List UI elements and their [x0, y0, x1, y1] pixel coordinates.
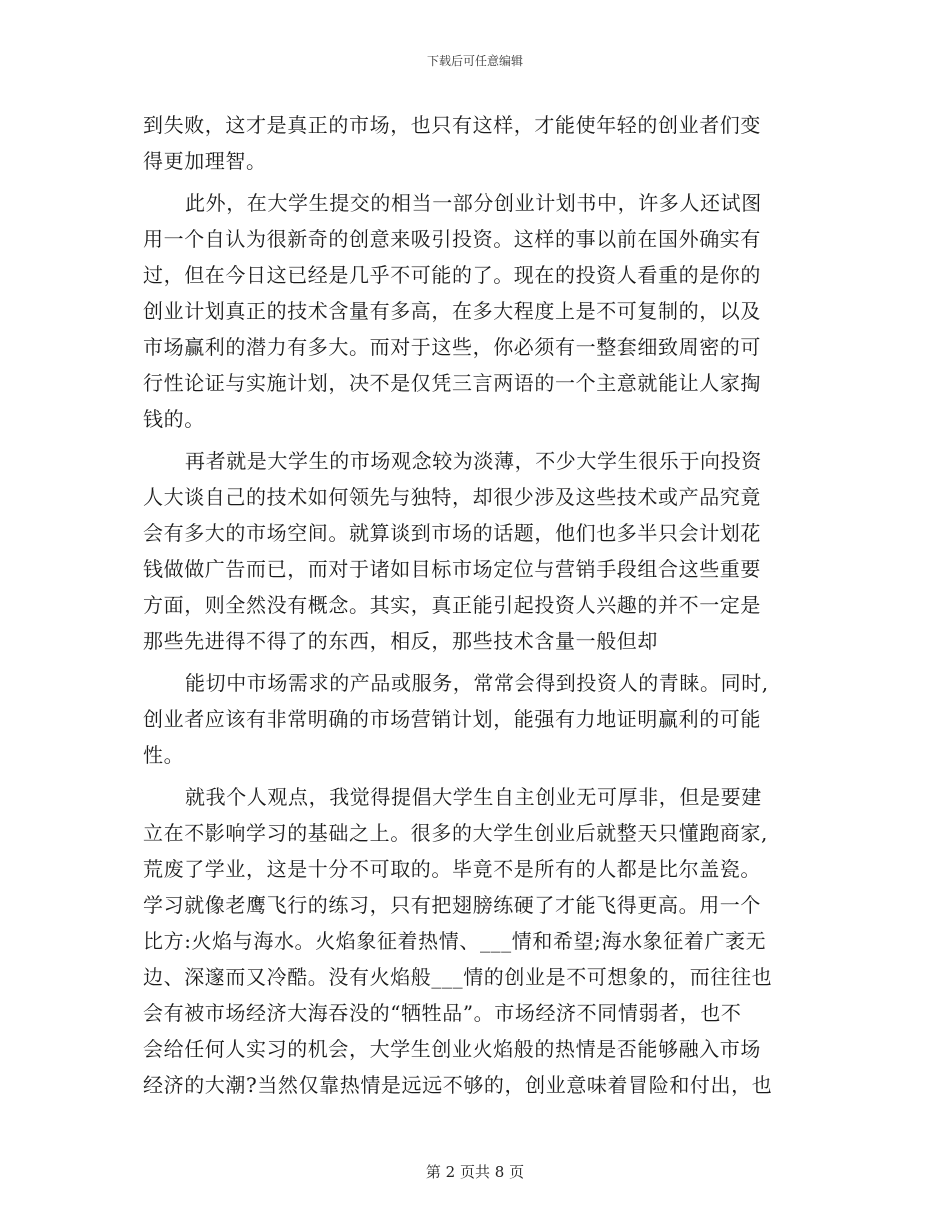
text-line: 会给任何人实习的机会，大学生创业火焰般的热情是否能够融入市场	[143, 1037, 761, 1061]
text-line: 会有多大的市场空间。就算谈到市场的话题，他们也多半只会计划花	[143, 521, 761, 545]
paragraph-start-line: 此外，在大学生提交的相当一部分创业计划书中，许多人还试图	[185, 191, 762, 215]
document-body	[143, 107, 808, 1103]
text-line: 用一个自认为很新奇的创意来吸引投资。这样的事以前在国外确实有	[143, 227, 761, 251]
text-line: 学习就像老鹰飞行的练习，只有把翅膀练硬了才能飞得更高。用一个	[143, 893, 761, 917]
text-line: 创业计划真正的技术含量有多高，在多大程度上是不可复制的，以及	[143, 299, 761, 323]
text-line: 钱做做广告而已，而对于诸如目标市场定位与营销手段组合这些重要	[143, 557, 761, 581]
text-line: 方面，则全然没有概念。其实，真正能引起投资人兴趣的并不一定是	[143, 593, 761, 617]
text-line: 经济的大潮?当然仅靠热情是远远不够的，创业意味着冒险和付出，也	[143, 1073, 773, 1097]
text-line: 会有被市场经济大海吞没的“牺牲品”。市场经济不同情弱者，也不	[143, 1001, 742, 1025]
paragraph-start-line: 再者就是大学生的市场观念较为淡薄，不少大学生很乐于向投资	[185, 449, 762, 473]
text-line: 边、深邃而又冷酷。没有火焰般___情的创业是不可想象的，而往往也	[143, 965, 773, 989]
text-line: 立在不影响学习的基础之上。很多的大学生创业后就整天只懂跑商家,	[143, 821, 768, 845]
text-line: 创业者应该有非常明确的市场营销计划，能强有力地证明赢利的可能	[143, 707, 761, 731]
text-line: 得更加理智。	[143, 149, 267, 173]
text-line: 市场赢利的潜力有多大。而对于这些，你必须有一整套细致周密的可	[143, 335, 761, 359]
text-line: 到失败，这才是真正的市场，也只有这样，才能使年轻的创业者们变	[143, 113, 761, 137]
text-line: 人大谈自己的技术如何领先与独特，却很少涉及这些技术或产品究竟	[143, 485, 761, 509]
page-header: 下载后可任意编辑	[426, 54, 523, 68]
text-line: 比方:火焰与海水。火焰象征着热情、___情和希望;海水象征着广袤无	[143, 929, 767, 953]
paragraph-start-line: 就我个人观点，我觉得提倡大学生自主创业无可厚非，但是要建	[185, 785, 762, 809]
text-line: 钱的。	[143, 407, 205, 431]
text-line: 性。	[143, 743, 185, 767]
text-line: 过，但在今日这已经是几乎不可能的了。现在的投资人看重的是你的	[143, 263, 761, 287]
text-line: 行性论证与实施计划，决不是仅凭三言两语的一个主意就能让人家掏	[143, 371, 761, 395]
paragraph-start-line: 能切中市场需求的产品或服务，常常会得到投资人的青睐。同时,	[185, 671, 769, 695]
page-number: 第 2 页共 8 页	[425, 1163, 525, 1181]
text-line: 那些先进得不得了的东西，相反，那些技术含量一般但却	[143, 629, 658, 653]
text-line: 荒废了学业，这是十分不可取的。毕竟不是所有的人都是比尔盖瓷。	[143, 857, 761, 881]
